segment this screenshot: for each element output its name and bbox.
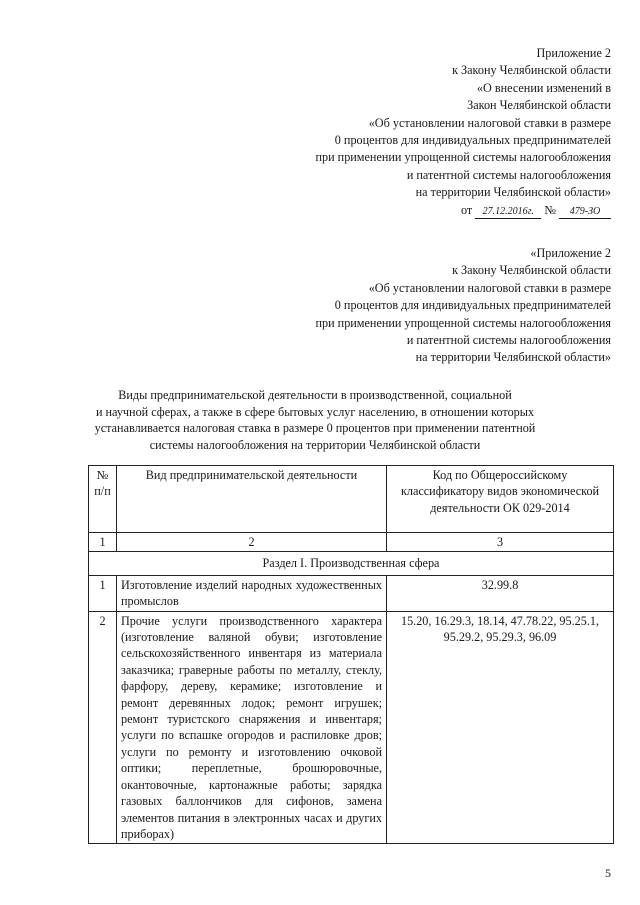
annex-line: Закон Челябинской области — [467, 98, 611, 113]
header-num: № п/п — [89, 466, 117, 533]
number-prefix: № — [544, 202, 556, 217]
column-number-row — [89, 533, 614, 552]
title-line: Виды предпринимательской деятельности в производственной, социальной — [118, 388, 512, 402]
header-code: Код по Общероссийскому классификатору видов экономической деятельности ОК 029-2014 — [387, 466, 614, 533]
section-title: Раздел I. Производственная сфера — [89, 552, 614, 575]
annex-line: на территории Челябинской области» — [415, 350, 611, 365]
row-num: 1 — [89, 575, 117, 611]
annex-header-amending-law — [315, 45, 611, 219]
date-prefix: от — [460, 202, 473, 217]
row-activity: Изготовление изделий народных художественных промыслов — [117, 575, 387, 611]
annex-line: при применении упрощенной системы налогообложения — [315, 315, 611, 330]
annex-line: к Закону Челябинской области — [452, 63, 611, 78]
title-line: устанавливается налоговая ставка в размере 0 процентов при применении патентной — [94, 421, 536, 436]
annex-line: «Об установлении налоговой ставки в размере — [368, 115, 611, 130]
table-header-row — [89, 466, 614, 533]
row-num: 2 — [89, 611, 117, 844]
annex-line: «О внесении изменений в — [476, 80, 611, 95]
annex-line: на территории Челябинской области» — [415, 185, 611, 200]
annex-line: и патентной системы налогообложения — [406, 333, 611, 348]
annex-line: 0 процентов для индивидуальных предпринимателей — [334, 298, 611, 313]
annex-line: к Закону Челябинской области — [452, 263, 611, 278]
annex-line: и патентной системы налогообложения — [406, 167, 611, 182]
annex-line: «Приложение 2 — [530, 246, 611, 260]
row-activity: Прочие услуги производственного характера (изготовление валяной обуви; изготовление сельскохозяйственного инвентаря из материала заказчика; граверные работы по металлу, стеклу, фарфору, дереву, керамике; изготовление и ремонт деревянных лодок; ремонт игрушек; ремонт туристского снаряжения и инвентаря; услуги по вспашке огородов и распиловке дров; услуги по ремонту и изготовлению очковой оптики; переплетные, брошюровочные, окантовочные, картонажные работы; зарядка газовых баллончиков для сифонов, замена элементов питания в электронных часах и других приборах) — [117, 611, 387, 844]
annex-line: 0 процентов для индивидуальных предпринимателей — [334, 133, 611, 148]
law-date: 27.12.2016г. — [475, 205, 541, 219]
column-number: 3 — [387, 533, 614, 552]
row-code: 15.20, 16.29.3, 18.14, 47.78.22, 95.25.1, 95.29.2, 95.29.3, 96.09 — [387, 611, 614, 844]
column-number: 1 — [89, 533, 117, 552]
table-row — [89, 611, 614, 844]
table-row — [89, 575, 614, 611]
annex-line: Приложение 2 — [536, 46, 611, 60]
page-number: 5 — [605, 866, 611, 880]
row-code: 32.99.8 — [387, 575, 614, 611]
title-line: системы налогообложения на территории Челябинской области — [149, 437, 481, 452]
column-number: 2 — [117, 533, 387, 552]
annex-line: «Об установлении налоговой ставки в размере — [368, 280, 611, 295]
title-line: и научной сферах, а также в сфере бытовых услуг населению, в отношении которых — [95, 404, 535, 419]
section-row — [89, 552, 614, 575]
annex-line: при применении упрощенной системы налогообложения — [315, 150, 611, 165]
header-activity: Вид предпринимательской деятельности — [117, 466, 387, 533]
law-date-number-line — [315, 202, 611, 219]
document-title — [80, 387, 550, 453]
activities-table — [88, 465, 614, 844]
law-number: 479-ЗО — [559, 205, 611, 219]
annex-header-original-law — [315, 245, 611, 367]
